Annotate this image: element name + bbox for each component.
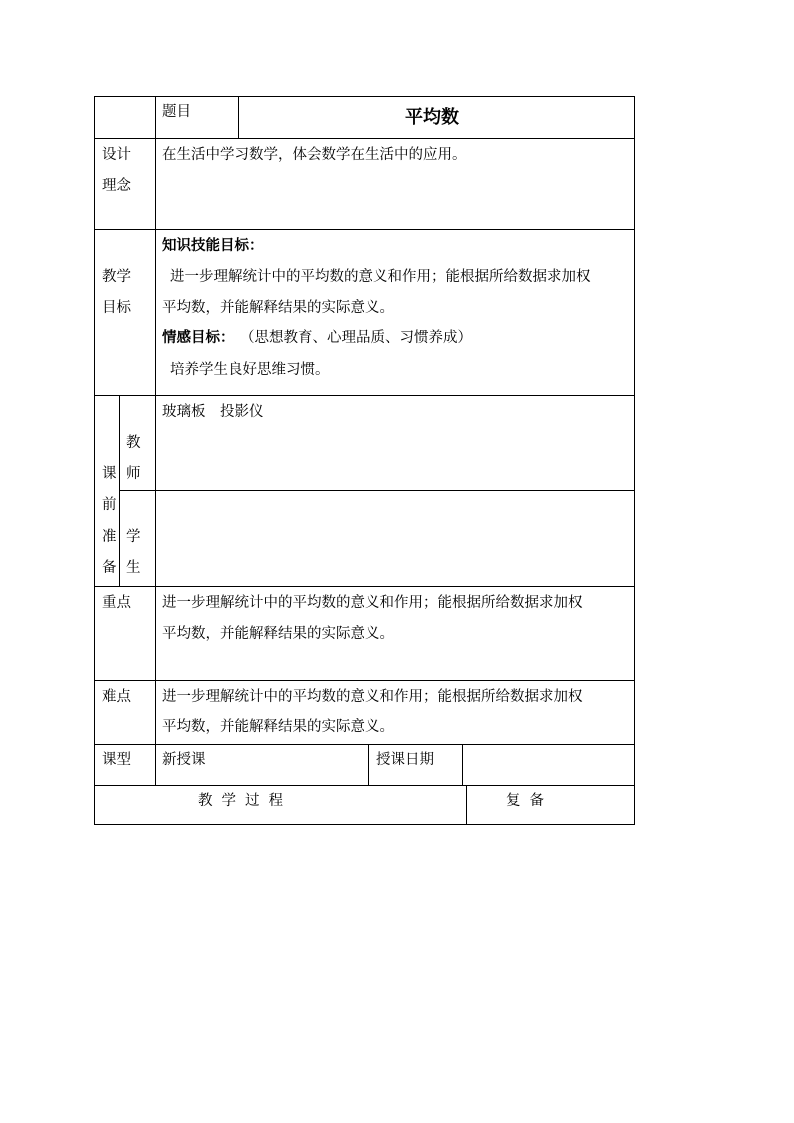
review-heading: 复备 xyxy=(506,793,553,809)
knowledge-goal-title: 知识技能目标： xyxy=(162,238,264,254)
prep-char-3: 准 xyxy=(102,529,117,545)
rule-type-bottom xyxy=(94,785,635,786)
design-label-2: 理念 xyxy=(102,178,131,194)
rule-teacher-bottom xyxy=(119,490,635,491)
design-label-1: 设计 xyxy=(102,147,131,163)
key-point-line-2: 平均数，并能解释结果的实际意义。 xyxy=(162,626,394,642)
rule-left xyxy=(94,96,95,825)
topic-label: 题目 xyxy=(162,104,191,120)
difficult-point-line-2: 平均数，并能解释结果的实际意义。 xyxy=(162,719,394,735)
prep-char-4: 备 xyxy=(102,560,117,576)
emotion-goal-title: 情感目标： xyxy=(162,330,235,346)
rule-prep-bottom xyxy=(94,586,635,587)
rule-label-column xyxy=(155,96,156,785)
emotion-goal-note: （思想教育、心理品质、习惯养成） xyxy=(240,330,472,346)
lesson-title: 平均数 xyxy=(405,107,459,128)
rule-design-bottom xyxy=(94,229,635,230)
rule-goals-bottom xyxy=(94,395,635,396)
prep-char-1: 课 xyxy=(102,466,117,482)
rule-header-split xyxy=(238,96,239,138)
rule-header-bottom xyxy=(94,138,635,139)
lesson-type-value: 新授课 xyxy=(162,752,206,768)
rule-key-bottom xyxy=(94,680,635,681)
prep-char-2: 前 xyxy=(102,497,117,513)
teacher-label-1: 教 xyxy=(126,435,141,451)
difficult-point-label: 难点 xyxy=(102,689,131,705)
key-point-label: 重点 xyxy=(102,595,131,611)
lesson-date-label: 授课日期 xyxy=(376,752,434,768)
difficult-point-line-1: 进一步理解统计中的平均数的意义和作用；能根据所给数据求加权 xyxy=(162,689,583,705)
student-label-2: 生 xyxy=(126,560,141,576)
rule-prep-split xyxy=(119,395,120,586)
key-point-line-1: 进一步理解统计中的平均数的意义和作用；能根据所给数据求加权 xyxy=(162,595,583,611)
rule-type-split2 xyxy=(462,744,463,785)
teacher-label-2: 师 xyxy=(126,466,141,482)
design-content: 在生活中学习数学，体会数学在生活中的应用。 xyxy=(162,147,467,163)
goals-label-2: 目标 xyxy=(102,300,131,316)
teaching-process-heading: 教学过程 xyxy=(198,793,292,809)
rule-type-split1 xyxy=(368,744,369,785)
rule-footer-split xyxy=(466,785,467,825)
student-label-1: 学 xyxy=(126,529,141,545)
rule-bottom xyxy=(94,824,635,825)
knowledge-goal-line-1: 进一步理解统计中的平均数的意义和作用；能根据所给数据求加权 xyxy=(170,269,591,285)
goals-label-1: 教学 xyxy=(102,269,131,285)
lesson-type-label: 课型 xyxy=(102,752,131,768)
rule-right xyxy=(634,96,635,825)
knowledge-goal-line-2: 平均数，并能解释结果的实际意义。 xyxy=(162,300,394,316)
teacher-prep-content: 玻璃板 投影仪 xyxy=(162,404,264,420)
emotion-goal-line: 培养学生良好思维习惯。 xyxy=(170,362,330,378)
